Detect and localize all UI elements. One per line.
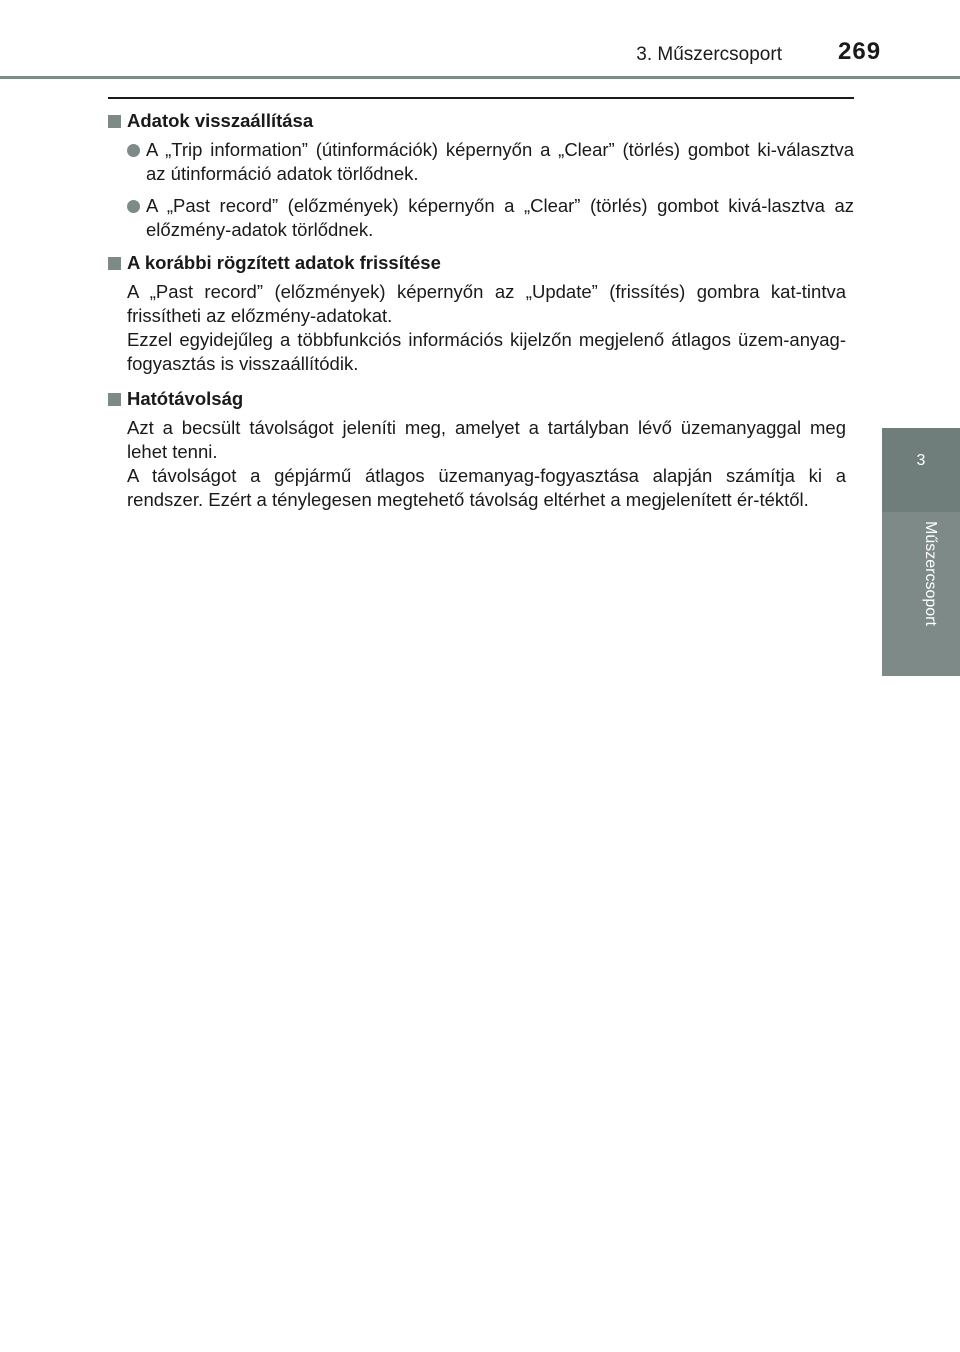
section-heading bbox=[108, 108, 854, 134]
section-update-records bbox=[108, 250, 854, 382]
section-data-reset bbox=[108, 108, 854, 242]
chapter-side-tab bbox=[882, 428, 960, 676]
section-title-text: Hatótávolság bbox=[127, 388, 244, 409]
paragraph: A „Past record” (előzmények) képernyőn az „Update” (frissítés) gombra kat-tintva frissítheti az előzmény-adatokat. bbox=[127, 281, 846, 326]
paragraph: Azt a becsült távolságot jeleníti meg, amelyet a tartályban lévő üzemanyaggal meg lehet tenni. bbox=[127, 417, 846, 462]
square-bullet-icon bbox=[108, 393, 121, 406]
section-heading bbox=[108, 250, 854, 276]
section-title-text: A korábbi rögzített adatok frissítése bbox=[127, 252, 441, 273]
page-content bbox=[108, 108, 854, 512]
header-section-title: 3. Műszercsoport bbox=[636, 44, 782, 65]
section-title-text: Adatok visszaállítása bbox=[127, 110, 314, 131]
header-divider bbox=[0, 76, 960, 79]
section-range bbox=[108, 386, 854, 512]
paragraph: Ezzel egyidejűleg a többfunkciós információs kijelzőn megjelenő átlagos üzem-anyag-fogyasztás is visszaállítódik. bbox=[127, 329, 846, 374]
square-bullet-icon bbox=[108, 115, 121, 128]
side-tab-number-block bbox=[882, 428, 960, 512]
list-item-text: A „Trip information” (útinformációk) képernyőn a „Clear” (törlés) gombot ki-választva az útinformáció adatok törlődnek. bbox=[146, 139, 854, 184]
list-item bbox=[127, 138, 854, 186]
page-number: 269 bbox=[838, 38, 882, 65]
side-tab-label: Műszercsoport bbox=[922, 521, 939, 626]
paragraph: A távolságot a gépjármű átlagos üzemanyag-fogyasztása alapján számítja ki a rendszer. Ezért a ténylegesen megtehető távolság eltérhet a megjelenített ér-téktől. bbox=[127, 465, 846, 510]
round-bullet-icon bbox=[127, 144, 140, 157]
round-bullet-icon bbox=[127, 200, 140, 213]
content-divider bbox=[108, 97, 854, 99]
section-heading bbox=[108, 386, 854, 412]
list-item bbox=[127, 194, 854, 242]
side-tab-number: 3 bbox=[916, 452, 926, 469]
list-item-text: A „Past record” (előzmények) képernyőn a „Clear” (törlés) gombot kivá-lasztva az előzmény-adatok törlődnek. bbox=[146, 195, 854, 240]
square-bullet-icon bbox=[108, 257, 121, 270]
